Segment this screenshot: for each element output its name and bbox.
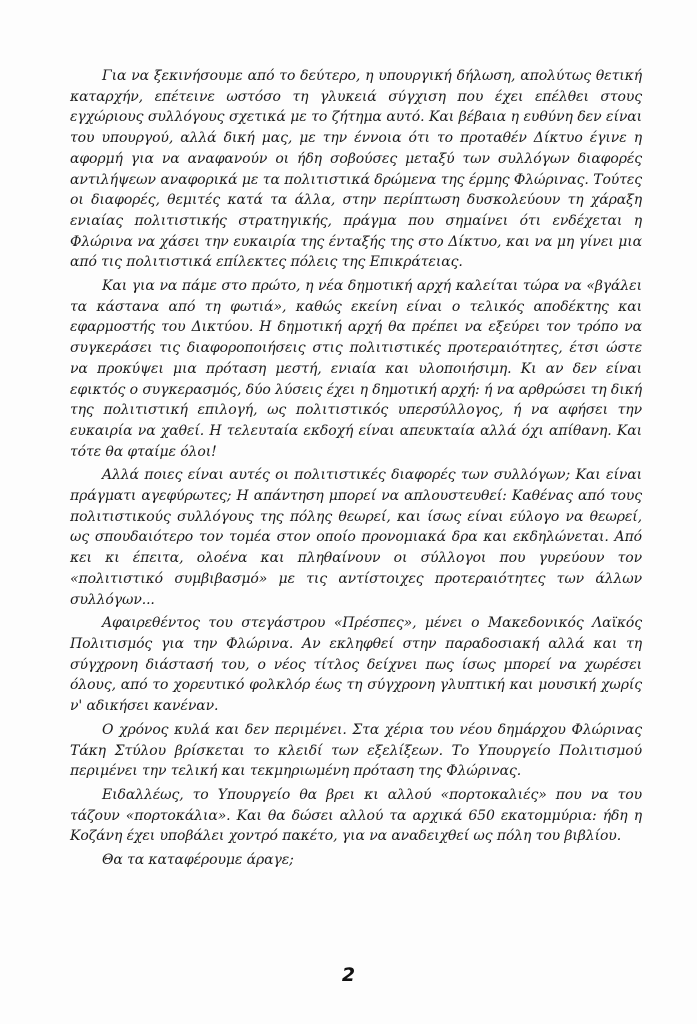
- paragraph: Ειδαλλέως, το Υπουργείο θα βρει κι αλλού «πορτοκαλιές» που να του τάζουν «πορτοκάλια». Και θα δώσει αλλού τα αρχικά 650 εκατομμύρια: ήδη η Κοζάνη έχει υποβάλει χοντρό πακέτο, για να αναδειχθεί ως πόλη του βιβλίου.: [70, 786, 642, 845]
- paragraph: Και για να πάμε στο πρώτο, η νέα δημοτική αρχή καλείται τώρα να «βγάλει τα κάστανα από τη φωτιά», καθώς εκείνη είναι ο τελικός αποδέκτης και εφαρμοστής του Δικτύου. Η δημοτική αρχή θα πρέπει να εξεύρει τον τρόπο να συγκεράσει τις διαφοροποιήσεις στις πολιτιστικές προτεραιότητες, έτσι ώστε να προκύψει μια πρόταση μεστή, ενιαία και υλοποιήσιμη. Κι αν δεν είναι εφικτός ο συγκερασμός, δύο λύσεις έχει η δημοτική αρχή: ή να αρθρώσει τη δική της πολιτιστική επιλογή, ως πολιτιστικός υπερσύλλογος, ή να αφήσει την ευκαιρία να χαθεί. Η τελευταία εκδοχή είναι απευκταία αλλά όχι απίθανη. Και τότε θα φταίμε όλοι!: [70, 278, 643, 460]
- paragraph: Αφαιρεθέντος του στεγάστρου «Πρέσπες», μένει ο Μακεδονικός Λαϊκός Πολιτισμός για την Φλώρινα. Αν εκληφθεί στην παραδοσιακή αλλά και τη σύγχρονη διάστασή του, ο νέος τίτλος δείχνει πως ίσως μπορεί να χωρέσει όλους, από το χορευτικό φολκλόρ έως τη σύγχρονη γλυπτική και μουσική χωρίς ν' αδικήσει κανέναν.: [70, 615, 642, 715]
- paragraph: Αλλά ποιες είναι αυτές οι πολιτιστικές διαφορές των συλλόγων; Και είναι πράγματι αγεφύρωτες; Η απάντηση μπορεί να απλουστευθεί: Καθένας από τους πολιτιστικούς συλλόγους της πόλης θεωρεί, και ίσως είναι εύλογο να θεωρεί, ως σπουδαιότερο τον τομέα στον οποίο προνομιακά δρα και εκδηλώνεται. Από κει κι έπειτα, ολοένα και πληθαίνουν οι σύλλογοι που γυρεύουν τον «πολιτιστικό συμβιβασμό» με τις αντίστοιχες προτεραιότητες των άλλων συλλόγων...: [70, 467, 642, 608]
- article-body: [70, 66, 642, 874]
- page-number: 2: [341, 964, 356, 986]
- paragraph: Για να ξεκινήσουμε από το δεύτερο, η υπουργική δήλωση, απολύτως θετική καταρχήν, επέτεινε ωστόσο τη γλυκειά σύγχιση που έχει επέλθει στους εγχώριους συλλόγους σχετικά με το ζήτημα αυτό. Και βέβαια η ευθύνη δεν είναι του υπουργού, αλλά δική μας, με την έννοια ότι το προταθέν Δίκτυο έγινε η αφορμή για να αναφανούν οι ήδη σοβούσες μεταξύ των συλλόγων διαφορές αντιλήψεων αναφορικά με τα πολιτιστικά δρώμενα της έρμης Φλώρινας. Τούτες οι διαφορές, θεμιτές κατά τα άλλα, στην περίπτωση δυσκολεύουν τη χάραξη ενιαίας πολιτιστικής στρατηγικής, πράγμα που σημαίνει ότι ενδέχεται η Φλώρινα να χάσει την ευκαιρία της ένταξής της στο Δίκτυο, και να μη γίνει μια από τις πολιτιστικά επίλεκτες πόλεις της Επικράτειας.: [70, 68, 642, 271]
- paragraph: Ο χρόνος κυλά και δεν περιμένει. Στα χέρια του νέου δημάρχου Φλώρινας Τάκη Στύλου βρίσκεται το κλειδί των εξελίξεων. Το Υπουργείο Πολιτισμού περιμένει την τελική και τεκμηριωμένη πρόταση της Φλώρινας.: [70, 721, 642, 780]
- paragraph: Θα τα καταφέρουμε άραγε;: [102, 852, 294, 869]
